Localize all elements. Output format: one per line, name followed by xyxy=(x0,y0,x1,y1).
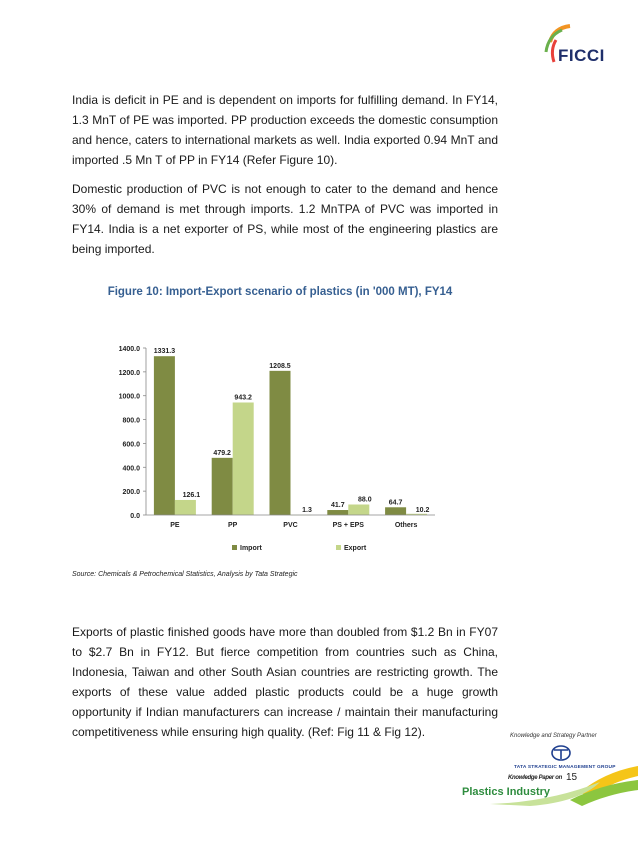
ficci-logo-text: FICCI xyxy=(558,46,605,65)
legend xyxy=(232,545,367,552)
partner-label: Knowledge and Strategy Partner xyxy=(510,733,597,739)
page-number: 15 xyxy=(566,772,578,783)
y-tick-label: 600.0 xyxy=(122,441,140,449)
bar-export-3 xyxy=(348,505,369,515)
value-label: 10.2 xyxy=(415,507,430,514)
value-label: 1208.5 xyxy=(269,362,291,370)
bar-export-1 xyxy=(233,402,254,515)
value-label: 64.7 xyxy=(388,499,403,507)
value-label: 41.7 xyxy=(330,502,345,510)
value-label: 88.0 xyxy=(357,496,372,504)
y-tick-label: 200.0 xyxy=(122,489,140,497)
x-tick-label: PVC xyxy=(283,522,298,529)
legend-label-export: Export xyxy=(344,545,367,552)
bar-import-4 xyxy=(385,507,406,515)
x-tick-label: PP xyxy=(228,522,238,529)
x-tick-label: PE xyxy=(170,522,180,529)
figure-title: Figure 10: Import-Export scenario of plastics (in '000 MT), FY14 xyxy=(107,286,453,298)
bar-import-1 xyxy=(212,458,233,515)
paragraph-exports: Exports of plastic finished goods have more than doubled from $1.2 Bn in FY07 to $2.7 Bn in FY12. But fierce competition from countries such as China, Indonesia, Taiwan and other South Asian countries are restricting growth. The exports of these value added plastic products could be a huge growth opportunity if Indian manufacturers can increase / maintain their manufacturing competitiveness while ensuring high quality. (Ref: Fig 11 & Fig 12). xyxy=(72,625,498,739)
paragraph-pvc-ps: Domestic production of PVC is not enough to cater to the demand and hence 30% of demand is met through imports. 1.2 MnTPA of PVC was imported in FY14. India is a net exporter of PS, while most of the engineering plastics are being imported. xyxy=(72,182,498,256)
industry-label: Plastics Industry xyxy=(462,786,551,798)
bars xyxy=(154,348,430,515)
value-label: 479.2 xyxy=(213,449,231,457)
y-tick-label: 800.0 xyxy=(122,417,140,425)
y-tick-label: 0.0 xyxy=(130,513,140,520)
bar-import-2 xyxy=(270,371,291,515)
bar-import-0 xyxy=(154,356,175,515)
paragraph-pe-pp: India is deficit in PE and is dependent on imports for fulfilling demand. In FY14, 1.3 MnT of PE was imported. PP production exceeds the domestic consumption and hence, caters to international markets as well. India exported 0.94 MnT and imported .5 Mn T of PP in FY14 (Refer Figure 10). xyxy=(72,93,498,167)
legend-swatch-import xyxy=(232,545,237,550)
footer-swoosh xyxy=(430,762,638,806)
figure-source: Source: Chemicals & Petrochemical Statistics, Analysis by Tata Strategic xyxy=(72,571,298,578)
y-axis xyxy=(119,346,146,520)
x-axis xyxy=(146,515,435,529)
legend-swatch-export xyxy=(336,545,341,550)
value-label: 126.1 xyxy=(182,491,201,499)
value-label: 1331.3 xyxy=(153,348,176,356)
y-tick-label: 1200.0 xyxy=(118,369,140,377)
legend-label-import: Import xyxy=(240,545,262,552)
value-label: 943.2 xyxy=(234,394,252,402)
value-label: 1.3 xyxy=(302,507,312,514)
y-tick-label: 1000.0 xyxy=(118,393,140,401)
x-tick-label: Others xyxy=(394,522,418,529)
partner-name: TATA STRATEGIC MANAGEMENT GROUP xyxy=(514,765,616,770)
bar-export-0 xyxy=(175,500,196,515)
y-tick-label: 1400.0 xyxy=(118,346,140,353)
bar-import-3 xyxy=(327,510,348,515)
y-tick-label: 400.0 xyxy=(122,465,140,473)
import-export-bar-chart xyxy=(100,330,440,560)
knowledge-paper-label: Knowledge Paper on xyxy=(508,775,562,781)
x-tick-label: PS + EPS xyxy=(332,522,364,529)
